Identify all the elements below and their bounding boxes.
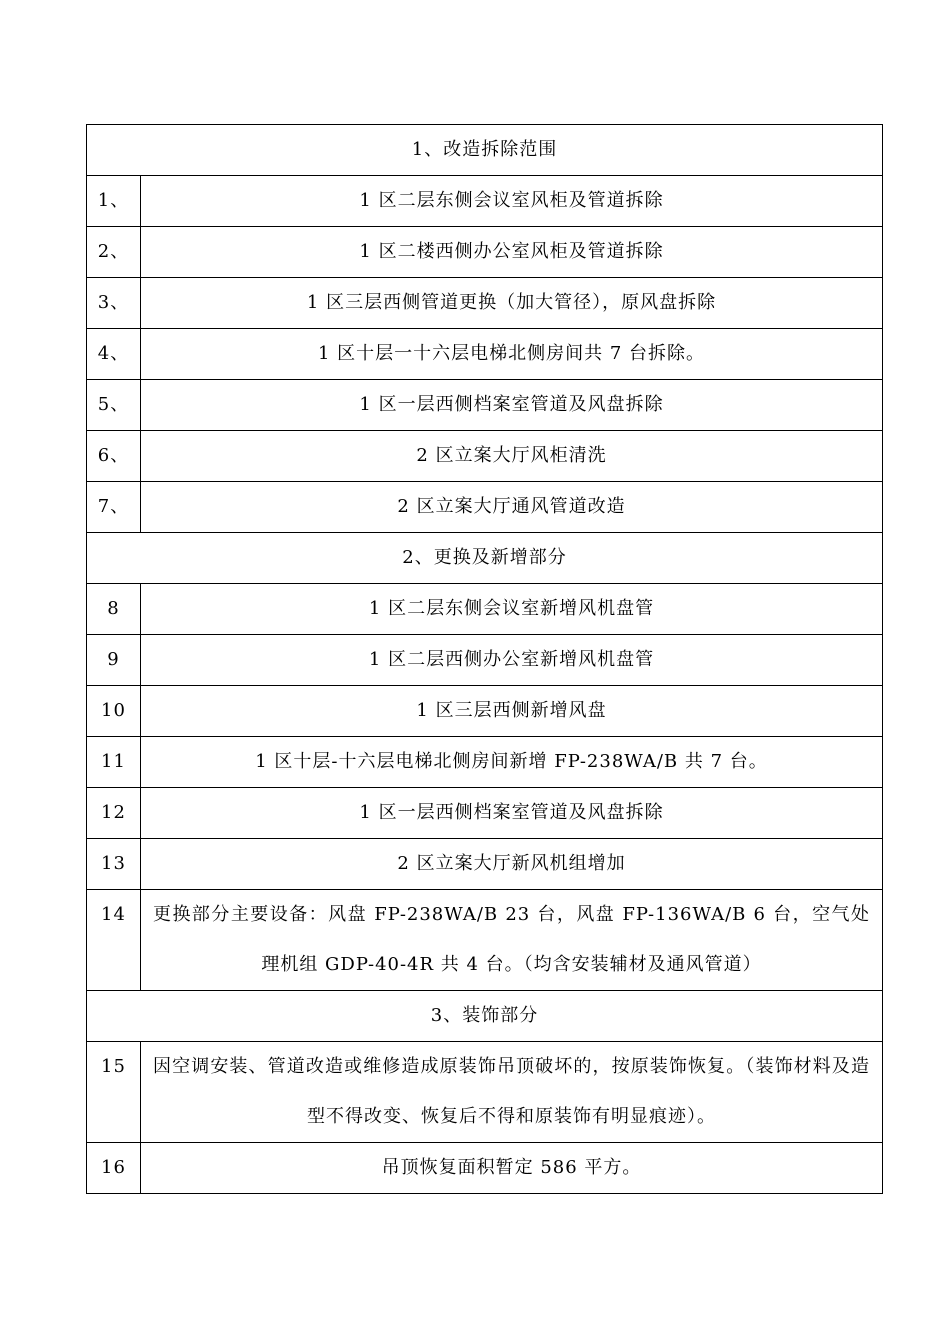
- table-row: [87, 839, 883, 890]
- item-number: 1、: [87, 176, 141, 227]
- table-row: [87, 635, 883, 686]
- table-row: [87, 584, 883, 635]
- item-number: 14: [87, 890, 141, 991]
- table-row: [87, 482, 883, 533]
- table-row: [87, 227, 883, 278]
- item-text: 1 区二层东侧会议室新增风机盘管: [141, 584, 883, 635]
- item-text: 2 区立案大厅新风机组增加: [141, 839, 883, 890]
- item-number: 16: [87, 1143, 141, 1194]
- item-number: 13: [87, 839, 141, 890]
- section-heading-row: [87, 533, 883, 584]
- item-text: 1 区二层东侧会议室风柜及管道拆除: [141, 176, 883, 227]
- item-text: 1 区三层西侧新增风盘: [141, 686, 883, 737]
- item-number: 9: [87, 635, 141, 686]
- item-text: 更换部分主要设备：风盘 FP-238WA/B 23 台，风盘 FP-136WA/B 6 台，空气处理机组 GDP-40-4R 共 4 台。（均含安装辅材及通风管道）: [141, 890, 883, 991]
- scope-table: [86, 124, 883, 1194]
- item-text: 1 区十层-十六层电梯北侧房间新增 FP-238WA/B 共 7 台。: [141, 737, 883, 788]
- item-number: 10: [87, 686, 141, 737]
- section-heading: 1、改造拆除范围: [87, 125, 883, 176]
- table-row: [87, 686, 883, 737]
- table-row: [87, 176, 883, 227]
- item-number: 7、: [87, 482, 141, 533]
- section-heading: 2、更换及新增部分: [87, 533, 883, 584]
- table-row: [87, 278, 883, 329]
- table-row: [87, 329, 883, 380]
- item-number: 12: [87, 788, 141, 839]
- item-number: 4、: [87, 329, 141, 380]
- table-row: [87, 1042, 883, 1143]
- table-row: [87, 380, 883, 431]
- item-text: 1 区二楼西侧办公室风柜及管道拆除: [141, 227, 883, 278]
- item-text: 2 区立案大厅通风管道改造: [141, 482, 883, 533]
- item-text: 吊顶恢复面积暂定 586 平方。: [141, 1143, 883, 1194]
- item-text: 2 区立案大厅风柜清洗: [141, 431, 883, 482]
- item-text: 1 区一层西侧档案室管道及风盘拆除: [141, 788, 883, 839]
- item-text: 1 区一层西侧档案室管道及风盘拆除: [141, 380, 883, 431]
- section-heading: 3、装饰部分: [87, 991, 883, 1042]
- item-number: 8: [87, 584, 141, 635]
- item-number: 2、: [87, 227, 141, 278]
- item-number: 15: [87, 1042, 141, 1143]
- section-heading-row: [87, 125, 883, 176]
- item-text: 1 区二层西侧办公室新增风机盘管: [141, 635, 883, 686]
- item-text: 因空调安装、管道改造或维修造成原装饰吊顶破坏的，按原装饰恢复。（装饰材料及造型不得改变、恢复后不得和原装饰有明显痕迹）。: [141, 1042, 883, 1143]
- section-heading-row: [87, 991, 883, 1042]
- item-number: 6、: [87, 431, 141, 482]
- item-number: 11: [87, 737, 141, 788]
- table-row: [87, 1143, 883, 1194]
- item-text: 1 区三层西侧管道更换（加大管径），原风盘拆除: [141, 278, 883, 329]
- table-row: [87, 431, 883, 482]
- item-number: 3、: [87, 278, 141, 329]
- table-row: [87, 890, 883, 991]
- item-text: 1 区十层一十六层电梯北侧房间共 7 台拆除。: [141, 329, 883, 380]
- table-row: [87, 737, 883, 788]
- table-row: [87, 788, 883, 839]
- item-number: 5、: [87, 380, 141, 431]
